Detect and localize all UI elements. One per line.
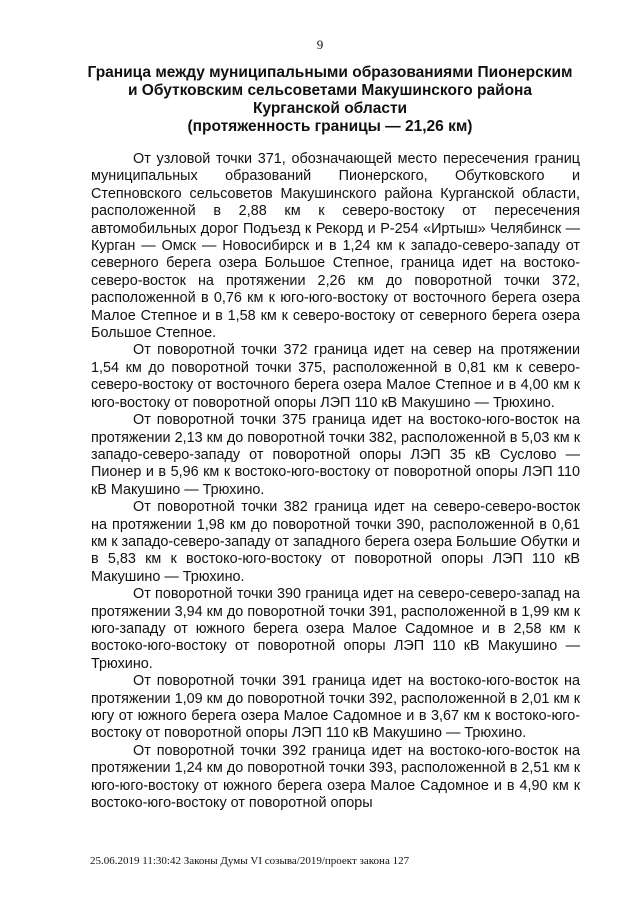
paragraph-4: От поворотной точки 382 граница идет на северо-северо-восток на протяжении 1,98 км до поворотной точки 390, расположенной в 0,61 км к западо-северо-западу от западного берега озера Большие Обутки и в 5,83 км к востоко-юго-востоку от поворотной опоры ЛЭП 110 кВ Макушино — Трюхино. xyxy=(91,499,580,585)
title-line-4: (протяженность границы — 21,26 км) xyxy=(187,118,473,135)
paragraph-3: От поворотной точки 375 граница идет на востоко-юго-восток на протяжении 2,13 км до поворотной точки 382, расположенной в 5,03 км к западо-северо-западу от поворотной опоры ЛЭП 35 кВ Суслово — Пионер и в 5,96 км к востоко-юго-востоку от поворотной опоры ЛЭП 110 кВ Макушино — Трюхино. xyxy=(91,412,580,498)
paragraph-6: От поворотной точки 391 граница идет на востоко-юго-восток на протяжении 1,09 км до поворотной точки 392, расположенной в 2,01 км к югу от южного берега озера Малое Садомное и в 3,67 км к востоко-юго-востоку от поворотной опоры ЛЭП 110 кВ Макушино — Трюхино. xyxy=(91,673,580,742)
title-line-3: Курганской области xyxy=(252,100,408,117)
title-line-1: Граница между муниципальными образованиями Пионерским xyxy=(87,64,573,81)
paragraph-7: От поворотной точки 392 граница идет на востоко-юго-восток на протяжении 1,24 км до поворотной точки 393, расположенной в 2,51 км к юго-юго-востоку от южного берега озера Малое Садомное и в 4,90 км к востоко-юго-востоку от поворотной опоры xyxy=(91,742,580,812)
paragraph-5: От поворотной точки 390 граница идет на северо-северо-запад на протяжении 3,94 км до поворотной точки 391, расположенной в 1,99 км к юго-западу от южного берега озера Малое Садомное и в 2,58 км к востоко-юго-востоку от поворотной опоры ЛЭП 110 кВ Макушино — Трюхино. xyxy=(91,586,580,672)
footer-stamp: 25.06.2019 11:30:42 Законы Думы VI созыва/2019/проект закона 127 xyxy=(90,855,410,867)
paragraph-1: От узловой точки 371, обозначающей место пересечения границ муниципальных образований Пионерского, Обутковского и Степновского сельсоветов Макушинского района Курганской области, расположенной в 2,88 км к северо-востоку от пересечения автомобильных дорог Подъезд к Рекорд и Р-254 «Иртыш» Челябинск — Курган — Омск — Новосибирск и в 1,24 км к западо-северо-западу от северного берега озера Большое Степное, граница идет на востоко-северо-восток на протяжении 2,26 км до поворотной точки 372, расположенной в 0,76 км к юго-юго-востоку от восточного берега озера Малое Степное и в 1,58 км к северо-востоку от северного берега озера Большое Степное. xyxy=(91,151,580,342)
title-line-2: и Обутковским сельсоветами Макушинского района xyxy=(127,82,533,99)
document-title xyxy=(80,64,580,136)
paragraph-2: От поворотной точки 372 граница идет на север на протяжении 1,54 км до поворотной точки 375, расположенной в 0,81 км к северо-северо-востоку от восточного берега озера Малое Степное и в 4,00 км к юго-востоку от поворотной опоры ЛЭП 110 кВ Макушино — Трюхино. xyxy=(91,342,580,411)
document-body xyxy=(91,151,580,812)
page-number: 9 xyxy=(316,37,324,52)
